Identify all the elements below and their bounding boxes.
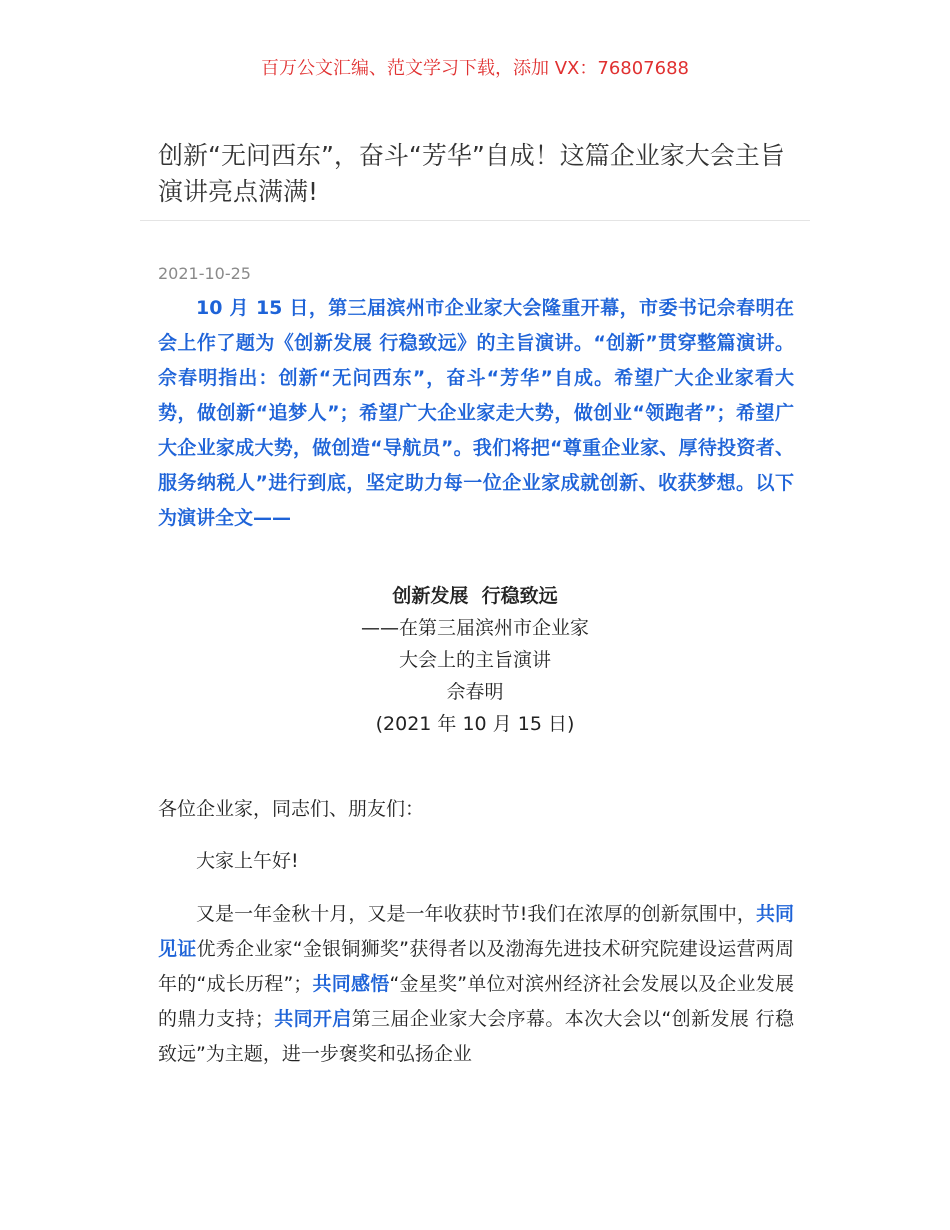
para1-text-4: 第三届企业家大会序幕。本次大会以“创新发展 行稳致远”为主题，进一步褒奖和弘扬企业: [158, 1008, 794, 1065]
speech-speaker: 佘春明: [446, 681, 504, 703]
salutation: 各位企业家，同志们、朋友们：: [158, 798, 425, 820]
lead-paragraph: 10 月 15 日，第三届滨州市企业家大会隆重开幕，市委书记佘春明在会上作了题为《创新发展 行稳致远》的主旨演讲。“创新”贯穿整篇演讲。佘春明指出：创新“无问西东”，奋斗“芳华”自成。希望广大企业家看大势，做创新“追梦人”；希望广大企业家走大势，做创业“领跑者”；希望广大企业家成大势，做创造“导航员”。我们将把“尊重企业家、厚待投资者、服务纳税人”进行到底，坚定助力每一位企业家成就创新、收获梦想。以下为演讲全文——: [158, 297, 794, 529]
speech-heading-block: [0, 580, 950, 740]
promo-banner: 百万公文汇编、范文学习下载，添加 VX：76807688: [261, 58, 689, 79]
publish-date: 2021-10-25: [158, 264, 251, 283]
speech-title: 创新发展 行稳致远: [392, 585, 558, 607]
para1-highlight-feel: 共同感悟: [312, 973, 390, 995]
article-title: 创新“无问西东”，奋斗“芳华”自成！这篇企业家大会主旨演讲亮点满满!: [158, 141, 785, 206]
para1-text-1: 又是一年金秋十月，又是一年收获时节!我们在浓厚的创新氛围中，: [196, 903, 756, 925]
para1-text-3: “金星奖”单位对滨州经济社会发展以及企业发展的鼎力支持；: [158, 973, 794, 1030]
para1-text-2: 优秀企业家“金银铜狮奖”获得者以及渤海先进技术研究院建设运营两周年的“成长历程”；: [158, 938, 794, 995]
speech-date: (2021 年 10 月 15 日): [375, 713, 575, 735]
para1-highlight-open: 共同开启: [273, 1008, 352, 1030]
speech-subtitle-line-2: 大会上的主旨演讲: [398, 649, 551, 671]
para1-highlight-witness: 共同见证: [158, 903, 794, 960]
title-divider: [140, 220, 810, 221]
greeting: 大家上午好!: [196, 850, 299, 872]
body-paragraph-1: [158, 897, 794, 1072]
speech-subtitle-line-1: ——在第三届滨州市企业家: [360, 617, 589, 639]
